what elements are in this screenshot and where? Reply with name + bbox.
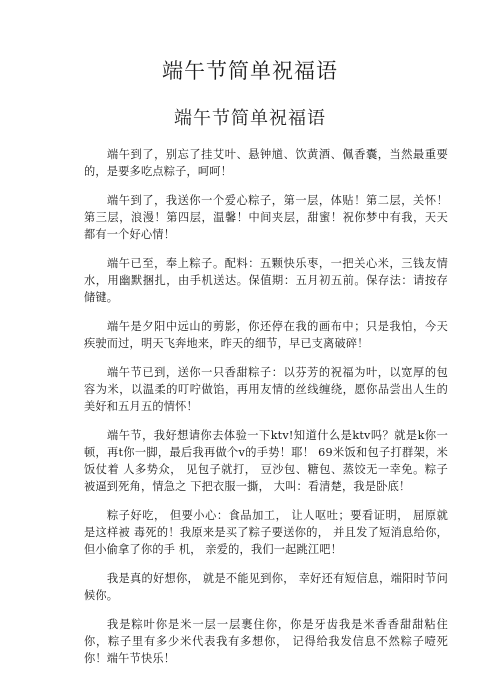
- document-subtitle: 端午节简单祝福语: [174, 108, 326, 129]
- paragraph: 端午已至，奉上粽子。配料：五颗快乐枣，一把关心米，三钱友情水，用幽默捆扎，由手机送达。保值期：五月初五前。保存法：请按存储键。: [84, 257, 448, 304]
- paragraph: 我是真的好想你， 就是不能见到你， 幸好还有短信息，端阳时节问候你。: [84, 572, 448, 602]
- paragraph: 端午节已到，送你一只香甜粽子：以芬芳的祝福为叶，以宽厚的包容为米，以温柔的叮咛做馅，再用友情的丝线缠绕，愿你品尝出人生的美好和五月五的情怀！: [84, 366, 448, 413]
- document-title: 端午节简单祝福语: [162, 59, 338, 83]
- paragraph: 我是粽叶你是米一层一层裹住你，你是牙齿我是米香香甜甜粘住你，粽子里有多少米代表我有多想你， 记得给我发信息不然粽子噎死你！端午节快乐！: [84, 618, 448, 665]
- document-body: [84, 146, 448, 679]
- paragraph: 端午是夕阳中远山的剪影，你还停在我的画布中；只是我怕，今天疾驶而过，明天飞奔地来，昨天的细节，早已支离破碎！: [84, 320, 448, 350]
- paragraph: 端午到了，我送你一个爱心粽子，第一层，体贴！第二层，关怀！第三层，浪漫！第四层，温馨！中间夹层，甜蜜！祝你梦中有我，天天都有一个好心情！: [84, 194, 448, 241]
- paragraph: 端午节，我好想请你去体验一下ktv!知道什么是ktv吗？就是k你一顿，再t你一脚，最后我再做个v的手势！耶！ 69米饭和包子打群架，米饭仗着 人多势众， 见包子就打， 豆沙包、糖包、蒸饺无一幸免。粽子被逼到死角，情急之 下把衣服一撕， 大叫：看清楚，我是卧底！: [84, 429, 448, 493]
- paragraph: 粽子好吃， 但要小心：食品加工， 让人呕吐；要看证明， 屈原就是这样被 毒死的！我原来是买了粽子要送你的， 并且发了短消息给你， 但小偷拿了你的手 机， 亲爱的，我们一起跳江吧！: [84, 509, 448, 556]
- paragraph: 端午到了，别忘了挂艾叶、悬钟馗、饮黄酒、佩香囊，当然最重要的，是要多吃点粽子，呵呵！: [84, 148, 448, 178]
